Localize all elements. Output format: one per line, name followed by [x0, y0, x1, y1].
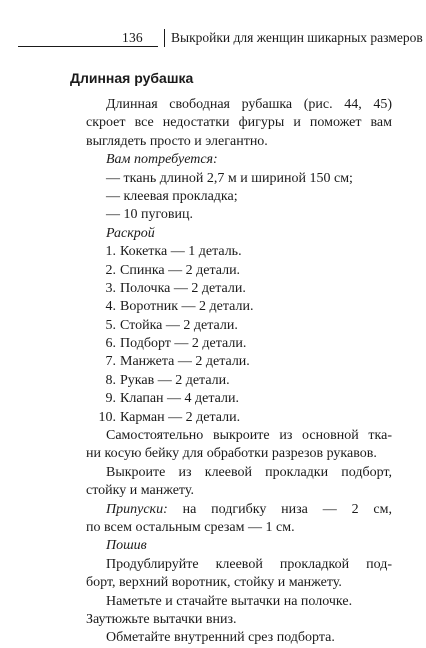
cut-item-number: 7.: [105, 354, 116, 370]
facing-line: Обметайте внутренний срез подборта.: [106, 630, 335, 646]
materials-item: — клеевая прокладка;: [106, 188, 238, 204]
cut-item-text: Манжета — 2 детали.: [120, 354, 250, 370]
bias-tape-line: Самостоятельно выкроите из основной тка-: [106, 428, 392, 444]
cut-list-item: [86, 372, 392, 390]
intro-line: выглядеть просто и элегантно.: [86, 133, 268, 149]
cut-list-item: [86, 262, 392, 280]
interfacing-line: Выкроите из клеевой прокладки подборт,: [106, 464, 392, 480]
cut-item-text: Подборт — 2 детали.: [120, 336, 247, 352]
sewing-line: Продублируйте клеевой прокладкой под-: [106, 556, 392, 572]
darts-line: Заутюжьте вытачки вниз.: [86, 611, 237, 627]
darts-line: Наметьте и стачайте вытачки на полочке.: [106, 593, 353, 609]
intro-line: Длинная свободная рубашка (рис. 44, 45): [106, 97, 392, 112]
cut-list-item: [86, 317, 392, 335]
cut-item-number: 10.: [98, 409, 116, 425]
allowances-label: Припуски:: [106, 501, 168, 517]
cut-item-number: 6.: [105, 336, 116, 352]
cut-item-text: Стойка — 2 детали.: [120, 317, 238, 333]
materials-heading: Вам потребуется:: [106, 152, 218, 168]
cut-item-number: 5.: [105, 317, 116, 333]
header-separator: [164, 29, 165, 47]
sewing-line: борт, верхний воротник, стойку и манжету.: [86, 575, 342, 591]
cut-list-item: [86, 390, 392, 408]
cut-item-text: Полочка — 2 детали.: [120, 280, 246, 296]
cut-item-number: 9.: [105, 391, 116, 407]
section-heading: Длинная рубашка: [70, 70, 194, 86]
allowances-text: на подгибку низа — 2 см,: [182, 501, 392, 517]
running-title: Выкройки для женщин шикарных размеров: [171, 30, 423, 45]
cut-item-text: Кокетка — 1 деталь.: [120, 244, 242, 260]
cut-list-item: [86, 353, 392, 371]
cut-item-text: Карман — 2 детали.: [120, 409, 241, 425]
cut-item-text: Рукав — 2 детали.: [120, 372, 230, 388]
cut-item-number: 8.: [105, 372, 116, 388]
cut-list-item: [86, 409, 392, 427]
cut-item-number: 3.: [105, 280, 116, 296]
cut-list-item: [86, 243, 392, 261]
allowances-line: [86, 501, 392, 519]
cut-heading: Раскрой: [106, 225, 155, 241]
cut-list-item: [86, 335, 392, 353]
interfacing-line: стойку и манжету.: [86, 483, 194, 499]
intro-line: скроет все недостатки фигуры и поможет вам: [86, 115, 392, 131]
cut-item-number: 2.: [105, 262, 116, 278]
cut-item-number: 1.: [105, 244, 116, 260]
cut-item-text: Клапан — 4 детали.: [120, 391, 239, 407]
cut-list-item: [86, 298, 392, 316]
header-rule: [18, 46, 158, 47]
body-text: [86, 96, 392, 648]
materials-item: — 10 пуговиц.: [106, 207, 193, 223]
bias-tape-line: ни косую бейку для обработки разрезов рукавов.: [86, 446, 377, 462]
cut-list-item: [86, 280, 392, 298]
cut-item-text: Воротник — 2 детали.: [120, 299, 254, 315]
allowances-line: по всем остальным срезам — 1 см.: [86, 519, 295, 535]
page-number: 136: [122, 30, 143, 45]
cut-item-number: 4.: [105, 299, 116, 315]
cut-item-text: Спинка — 2 детали.: [120, 262, 241, 278]
sewing-heading: Пошив: [106, 538, 147, 554]
materials-item: — ткань длиной 2,7 м и шириной 150 см;: [106, 170, 353, 186]
running-header: [18, 30, 423, 50]
